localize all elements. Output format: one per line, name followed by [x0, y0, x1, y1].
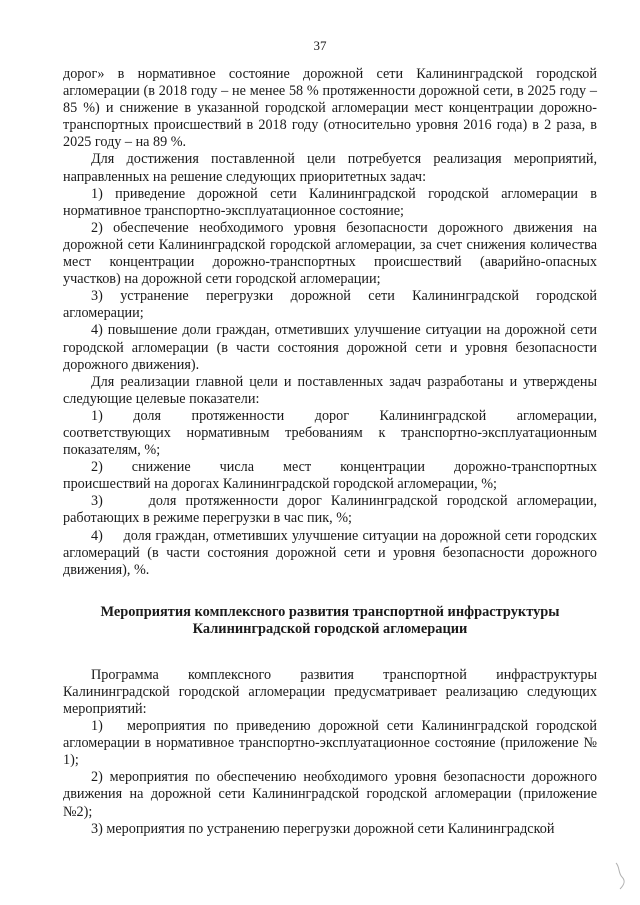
task-item: 4) повышение доли граждан, отметивших улучшение ситуации на дорожной сети городской агломерации (в части состояния дорожной сети и уровня безопасности дорожного движения).: [63, 322, 597, 373]
page-number: 37: [313, 38, 327, 53]
task-item: 2) обеспечение необходимого уровня безопасности дорожного движения на дорожной сети Калининградской городской агломерации, за счет снижения количества мест концентрации дорожно-транспортных происшествий (аварийно-опасных участков) на дорожной сети городской агломерации;: [63, 219, 597, 288]
task-item: 1) приведение дорожной сети Калининградской городской агломерации в нормативное транспортно-эксплуатационное состояние;: [63, 185, 597, 219]
section-heading: Мероприятия комплексного развития транспортной инфраструктуры Калининградской городской агломерации: [100, 603, 560, 638]
indicator-item: 4) доля граждан, отметивших улучшение ситуации на дорожной сети городских агломераций (в части состояния дорожной сети и уровня безопасности дорожного движения), %.: [63, 527, 601, 578]
measure-item: 2) мероприятия по обеспечению необходимого уровня безопасности дорожного движения на дорожной сети Калининградской городской агломерации (приложение №2);: [63, 769, 597, 820]
scan-mark: [612, 861, 630, 891]
measure-item: 1) мероприятия по приведению дорожной сети Калининградской городской агломерации в нормативное транспортно-эксплуатационное состояние (приложение № 1);: [63, 718, 601, 769]
paragraph: Программа комплексного развития транспортной инфраструктуры Калининградской городской агломерации предусматривает реализацию следующих мероприятий:: [63, 666, 597, 717]
indicator-item: 3) доля протяженности дорог Калининградской городской агломерации, работающих в режиме перегрузки в час пик, %;: [63, 493, 601, 527]
indicator-item: 1) доля протяженности дорог Калининградской агломерации, соответствующих нормативным требованиям к транспортно-эксплуатационным показателям, %;: [63, 407, 601, 459]
measure-item: 3) мероприятия по устранению перегрузки дорожной сети Калининградской: [91, 820, 555, 837]
paragraph: Для реализации главной цели и поставленных задач разработаны и утверждены следующие целевые показатели:: [63, 373, 597, 407]
task-item: 3) устранение перегрузки дорожной сети Калининградской городской агломерации;: [63, 288, 597, 322]
document-body: [63, 66, 601, 838]
paragraph: Для достижения поставленной цели потребуется реализация мероприятий, направленных на решение следующих приоритетных задач:: [63, 151, 597, 185]
paragraph: дорог» в нормативное состояние дорожной сети Калининградской городской агломерации (в 2018 году – не менее 58 % протяженности дорожной сети, в 2025 году – 85 %) и снижение в указанной городской агломерации мест концентрации дорожно-транспортных происшествий в 2018 году (относительно уровня 2016 года) в 2 раза, в 2025 году – на 89 %.: [63, 66, 597, 151]
indicator-item: 2) снижение числа мест концентрации дорожно-транспортных происшествий на дорогах Калининградской городской агломерации, %;: [63, 459, 601, 493]
